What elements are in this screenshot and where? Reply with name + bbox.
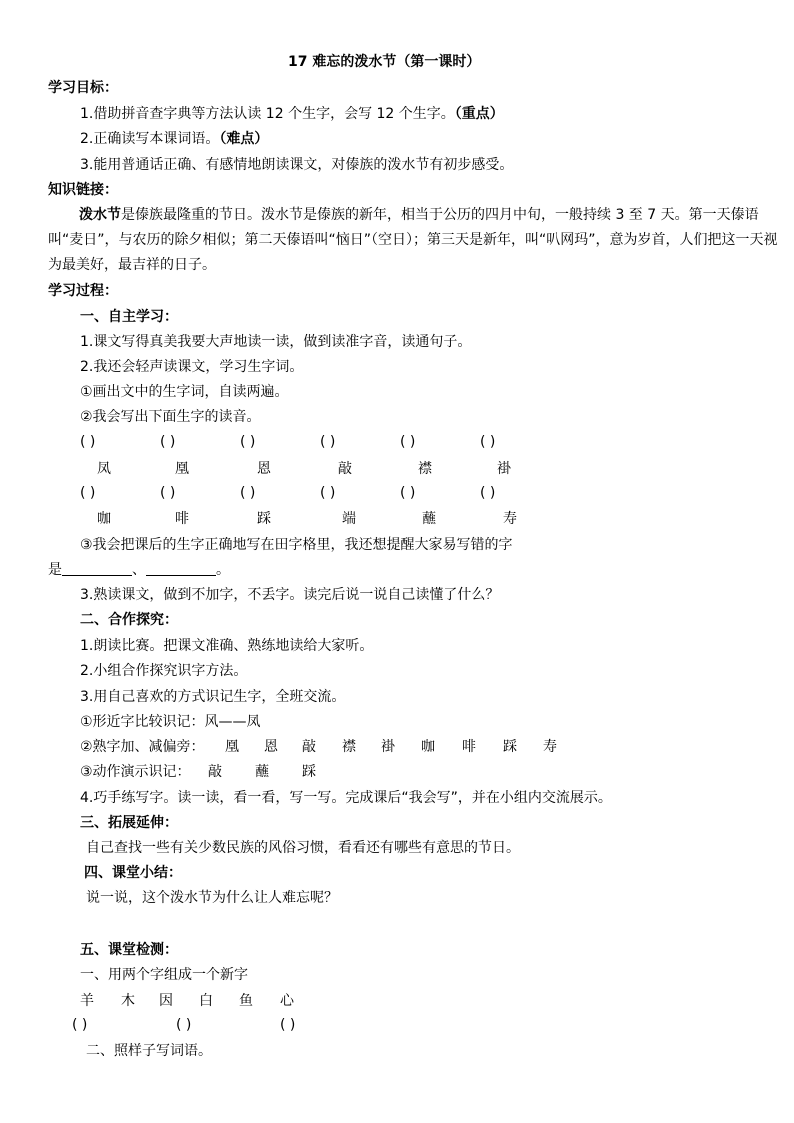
cooperate-method-1: ①形近字比较识记：风——凤	[80, 714, 261, 730]
cooperate-item-2: 2.小组合作探究识字方法。	[80, 663, 248, 679]
pinyin-blank[interactable]: ( )	[240, 485, 256, 501]
page-title: 17 难忘的泼水节（第一课时）	[288, 54, 481, 70]
char: 踩	[257, 511, 271, 527]
char: 寿	[543, 739, 557, 755]
goal-3-text: 3.能用普通话正确、有感情地朗读课文，对傣族的泼水节有初步感受。	[80, 157, 514, 173]
cooperate-method-2: ②熟字加、减偏旁：	[80, 739, 205, 755]
goal-1-text: 1.借助拼音查字典等方法认读 12 个生字，会写 12 个生字。	[80, 106, 455, 122]
char: 蘸	[255, 764, 269, 780]
fill-prefix: 是	[48, 562, 62, 578]
char: 敲	[302, 739, 316, 755]
knowledge-heading: 知识链接：	[48, 182, 118, 198]
goal-item-3	[80, 155, 513, 175]
char: 襟	[342, 739, 356, 755]
self-study-heading: 一、自主学习：	[80, 309, 178, 325]
pinyin-blank[interactable]: ( )	[400, 434, 416, 450]
fill-sep: 、	[132, 562, 146, 578]
extend-heading: 三、拓展延伸：	[80, 815, 178, 831]
char: 蘸	[422, 511, 436, 527]
answer-blank[interactable]: ( )	[280, 1017, 296, 1033]
pinyin-blank[interactable]: ( )	[480, 485, 496, 501]
self-study-item-1: 1.课文写得真美我要大声地读一读，做到读准字音，读通句子。	[80, 334, 472, 350]
char: 恩	[257, 461, 271, 477]
goals-heading: 学习目标：	[48, 80, 118, 96]
char: 踩	[302, 764, 316, 780]
process-heading: 学习过程：	[48, 283, 118, 299]
char: 鱼	[239, 993, 253, 1009]
pinyin-blank[interactable]: ( )	[320, 434, 336, 450]
goal-2-text: 2.正确读写本课词语。	[80, 131, 220, 147]
fill-blank-2[interactable]	[146, 561, 216, 576]
self-study-sub-1: ①画出文中的生字词，自读两遍。	[80, 384, 289, 400]
goal-2-tag: （难点）	[219, 131, 269, 147]
goal-item-2	[80, 129, 268, 149]
test-q1: 一、用两个字组成一个新字	[80, 967, 248, 983]
char: 敲	[208, 764, 222, 780]
char: 敲	[338, 461, 352, 477]
self-study-item-3: 3.熟读课文，做到不加字，不丢字。读完后说一说自己读懂了什么？	[80, 587, 500, 603]
pinyin-blank[interactable]: ( )	[480, 434, 496, 450]
char: 木	[121, 993, 135, 1009]
self-study-item-2: 2.我还会轻声读课文，学习生字词。	[80, 359, 304, 375]
char: 褂	[497, 461, 511, 477]
test-heading: 五、课堂检测：	[80, 942, 178, 958]
pinyin-blank[interactable]: ( )	[400, 485, 416, 501]
fill-end: 。	[216, 562, 230, 578]
pinyin-blank[interactable]: ( )	[240, 434, 256, 450]
pinyin-blank[interactable]: ( )	[320, 485, 336, 501]
pinyin-blank[interactable]: ( )	[160, 485, 176, 501]
char: 白	[199, 993, 213, 1009]
char: 咖	[421, 739, 435, 755]
answer-blank[interactable]: ( )	[176, 1017, 192, 1033]
pinyin-blank[interactable]: ( )	[80, 485, 96, 501]
char: 踩	[503, 739, 517, 755]
char: 寿	[503, 511, 517, 527]
cooperate-item-1: 1.朗读比赛。把课文准确、熟练地读给大家听。	[80, 638, 374, 654]
self-study-sub-2: ②我会写出下面生字的读音。	[80, 409, 261, 425]
knowledge-paragraph	[48, 203, 778, 278]
char: 恩	[264, 739, 278, 755]
cooperate-heading: 二、合作探究：	[80, 612, 178, 628]
fill-blank-1[interactable]	[62, 561, 132, 576]
char: 心	[280, 993, 294, 1009]
goal-1-tag: （重点）	[454, 106, 504, 122]
knowledge-term: 泼水节	[79, 207, 121, 223]
self-study-sub-3-fill	[48, 560, 230, 580]
char: 咖	[97, 511, 111, 527]
answer-blank[interactable]: ( )	[72, 1017, 88, 1033]
char: 凰	[225, 739, 239, 755]
char: 啡	[462, 739, 476, 755]
char: 凤	[97, 461, 111, 477]
summary-text: 说一说，这个泼水节为什么让人难忘呢？	[86, 890, 338, 906]
extend-text: 自己查找一些有关少数民族的风俗习惯，看看还有哪些有意思的节日。	[86, 840, 520, 856]
char: 襟	[418, 461, 432, 477]
char: 因	[159, 993, 173, 1009]
cooperate-item-4: 4.巧手练写字。读一读，看一看，写一写。完成课后“我会写”，并在小组内交流展示。	[80, 790, 612, 806]
test-q2: 二、照样子写词语。	[86, 1043, 212, 1059]
char: 端	[342, 511, 356, 527]
char: 褂	[381, 739, 395, 755]
goal-item-1	[80, 104, 504, 124]
char: 羊	[80, 993, 94, 1009]
char: 凰	[175, 461, 189, 477]
char: 啡	[175, 511, 189, 527]
cooperate-method-3: ③动作演示识记：	[80, 764, 191, 780]
pinyin-blank[interactable]: ( )	[80, 434, 96, 450]
cooperate-item-3: 3.用自己喜欢的方式识记生字，全班交流。	[80, 689, 346, 705]
pinyin-blank[interactable]: ( )	[160, 434, 176, 450]
summary-heading: 四、课堂小结：	[84, 865, 182, 881]
self-study-sub-3: ③我会把课后的生字正确地写在田字格里，我还想提醒大家易写错的字	[80, 537, 513, 553]
knowledge-text: 是傣族最隆重的节日。泼水节是傣族的新年，相当于公历的四月中旬，一般持续 3 至 7 天。第一天傣语叫“麦日”，与农历的除夕相似；第二天傣语叫“恼日”（空日）；第三天是新年，叫“叭网玛”，意为岁首，人们把这一天视为最美好，最吉祥的日子。	[48, 207, 778, 273]
